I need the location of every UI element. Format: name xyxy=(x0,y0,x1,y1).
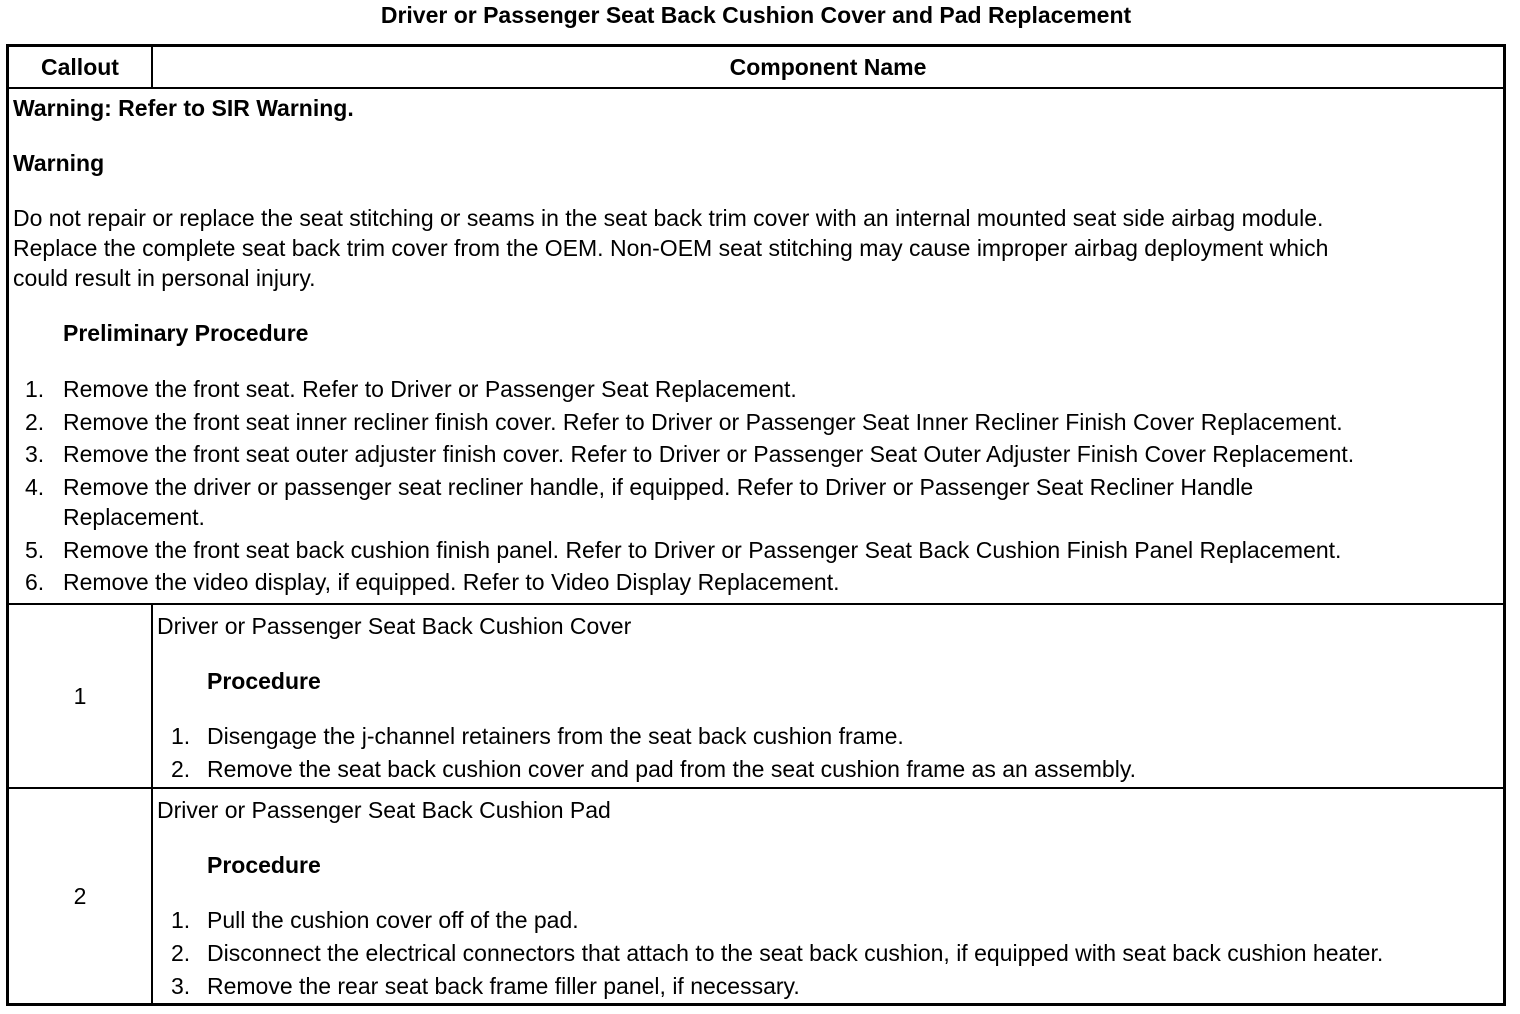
callout-number: 2 xyxy=(9,789,153,1003)
callout-number: 1 xyxy=(9,605,153,787)
step-text-continued: Replacement. xyxy=(63,504,205,530)
step-number: 3. xyxy=(25,441,45,467)
component-cell xyxy=(153,789,1503,1003)
step-number: 2. xyxy=(25,409,45,435)
preliminary-section xyxy=(9,89,1503,605)
step-text: Disconnect the electrical connectors that attach to the seat back cushion, if equipped with seat back cushion heater. xyxy=(207,940,1384,966)
step-text: Remove the front seat outer adjuster finish cover. Refer to Driver or Passenger Seat Outer Adjuster Finish Cover Replacement. xyxy=(63,441,1355,467)
component-name: Driver or Passenger Seat Back Cushion Pad xyxy=(157,797,611,823)
step-text: Remove the front seat back cushion finish panel. Refer to Driver or Passenger Seat Back Cushion Finish Panel Replacement. xyxy=(63,537,1342,563)
step-text: Remove the driver or passenger seat recliner handle, if equipped. Refer to Driver or Passenger Seat Recliner Handle xyxy=(63,474,1254,500)
step-number: 1. xyxy=(171,723,191,749)
component-name: Driver or Passenger Seat Back Cushion Cover xyxy=(157,613,632,639)
component-cell xyxy=(153,605,1503,787)
step-number: 6. xyxy=(25,569,45,595)
step-number: 5. xyxy=(25,537,45,563)
step-text: Remove the seat back cushion cover and pad from the seat cushion frame as an assembly. xyxy=(207,756,1137,782)
step-text: Remove the video display, if equipped. Refer to Video Display Replacement. xyxy=(63,569,840,595)
table-row xyxy=(9,789,1503,1003)
procedure-table xyxy=(6,44,1506,1006)
step-text: Disengage the j-channel retainers from the seat back cushion frame. xyxy=(207,723,904,749)
step-number: 2. xyxy=(171,756,191,782)
step-text: Remove the rear seat back frame filler panel, if necessary. xyxy=(207,973,800,999)
table-header-row xyxy=(9,47,1503,89)
warning-text-line: Do not repair or replace the seat stitching or seams in the seat back trim cover with an internal mounted seat side airbag module. xyxy=(13,205,1324,231)
sir-warning: Warning: Refer to SIR Warning. xyxy=(13,95,354,121)
step-text: Remove the front seat inner recliner finish cover. Refer to Driver or Passenger Seat Inner Recliner Finish Cover Replacement. xyxy=(63,409,1343,435)
step-text: Pull the cushion cover off of the pad. xyxy=(207,907,579,933)
warning-heading: Warning xyxy=(13,150,105,176)
table-row xyxy=(9,605,1503,789)
step-number: 4. xyxy=(25,474,45,500)
header-component-name: Component Name xyxy=(729,53,927,80)
warning-text-line: could result in personal injury. xyxy=(13,265,316,291)
procedure-heading: Procedure xyxy=(207,668,321,694)
step-number: 1. xyxy=(171,907,191,933)
procedure-heading: Procedure xyxy=(207,852,321,878)
step-text: Remove the front seat. Refer to Driver or Passenger Seat Replacement. xyxy=(63,376,797,402)
header-callout: Callout xyxy=(9,47,153,87)
step-number: 2. xyxy=(171,940,191,966)
step-number: 1. xyxy=(25,376,45,402)
warning-text-line: Replace the complete seat back trim cover from the OEM. Non-OEM seat stitching may cause improper airbag deployment which xyxy=(13,235,1329,261)
step-number: 3. xyxy=(171,973,191,999)
page-title: Driver or Passenger Seat Back Cushion Cover and Pad Replacement xyxy=(380,2,1132,28)
preliminary-procedure-heading: Preliminary Procedure xyxy=(63,320,309,346)
